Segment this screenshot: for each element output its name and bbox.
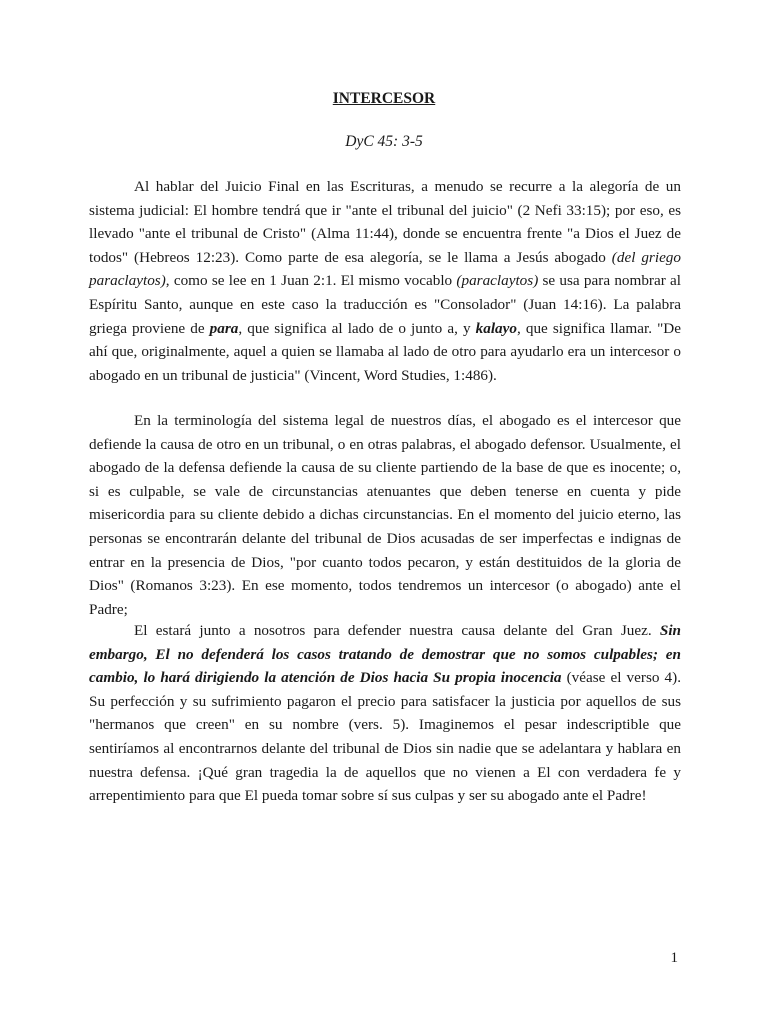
greek-word-para: para: [209, 319, 239, 337]
paragraph-1: [89, 175, 681, 387]
text-segment: , que significa al lado de o junto a, y: [238, 319, 476, 337]
text-segment: , como se lee en 1 Juan 2:1. El mismo vocablo: [165, 272, 457, 290]
paragraph-3: [89, 619, 681, 808]
paragraph-3-block: [89, 619, 681, 820]
greek-word-kalayo: kalayo: [475, 319, 517, 337]
text-segment: se usa para nombrar al Espíritu Santo, aunque en este caso la traducción es "Consolador" (Juan 14:16). La palabra griega proviene de: [89, 272, 681, 337]
emphasis-segment: Sin embargo, El no defenderá los casos tratando de demostrar que no somos culpables; en cambio, lo hará dirigiendo la atención de Dios hacia Su propia inocencia: [89, 622, 681, 687]
text-segment: En la terminología del sistema legal de nuestros días, el abogado es el intercesor que defiende la causa de otro en un tribunal, o en otras palabras, el abogado defensor. Usualmente, el abogado de la defensa defiende la causa de su cliente partiendo de la base de que es inocente; o, si es culpable, se vale de circunstancias atenuantes que deben tenerse en cuenta y pide misericordia para su cliente debido a dichas circunstancias. En el momento del juicio eterno, las personas se encontrarán delante del tribunal de Dios acusadas de ser imperfectas e indignas de entrar en la presencia de Dios, "por cuanto todos pecaron, y están destituidos de la gloria de Dios" (Romanos 3:23). En ese momento, todos tendremos un intercesor (o abogado) ante el Padre;: [89, 412, 681, 618]
italic-segment: (del griego paraclaytos): [89, 248, 681, 290]
text-segment: (véase el verso 4). Su perfección y su sufrimiento pagaron el precio para satisfacer la justicia por aquellos de sus "hermanos que creen" en su nombre (vers. 5). Imaginemos el pesar indescriptible que sentiríamos al encontrarnos delante del tribunal de Dios sin nadie que se adelantara y hablara en nuestra defensa. ¡Qué gran tragedia la de aquellos que no vienen a El con verdadera fe y arrepentimiento para que El pueda tomar sobre sí sus culpas y ser su abogado ante el Padre!: [89, 669, 682, 805]
italic-segment: (paraclaytos): [456, 272, 539, 290]
text-segment: El estará junto a nosotros para defender nuestra causa delante del Gran Juez.: [134, 622, 660, 639]
paragraph-2-block: [89, 409, 681, 633]
text-segment: , que significa llamar. "De ahí que, originalmente, aquel a quien se llamaba al lado de otro para ayudarlo era un intercesor o abogado en un tribunal de justicia" (Vincent, Word Studies, 1:486).: [89, 319, 681, 384]
scripture-reference: DyC 45: 3-5: [345, 133, 423, 150]
paragraph-1-block: [89, 175, 681, 399]
page-number: 1: [670, 950, 678, 966]
page-title: INTERCESOR: [332, 90, 436, 107]
paragraph-2: [89, 409, 681, 621]
text-segment: Al hablar del Juicio Final en las Escrituras, a menudo se recurre a la alegoría de un sistema judicial: El hombre tendrá que ir "ante el tribunal del juicio" (2 Nefi 33:15); por eso, es llevado "ante el tribunal de Cristo" (Alma 11:44), donde se encuentra frente "a Dios el Juez de todos" (Hebreos 12:23). Como parte de esa alegoría, se le llama a Jesús abogado: [89, 178, 681, 266]
